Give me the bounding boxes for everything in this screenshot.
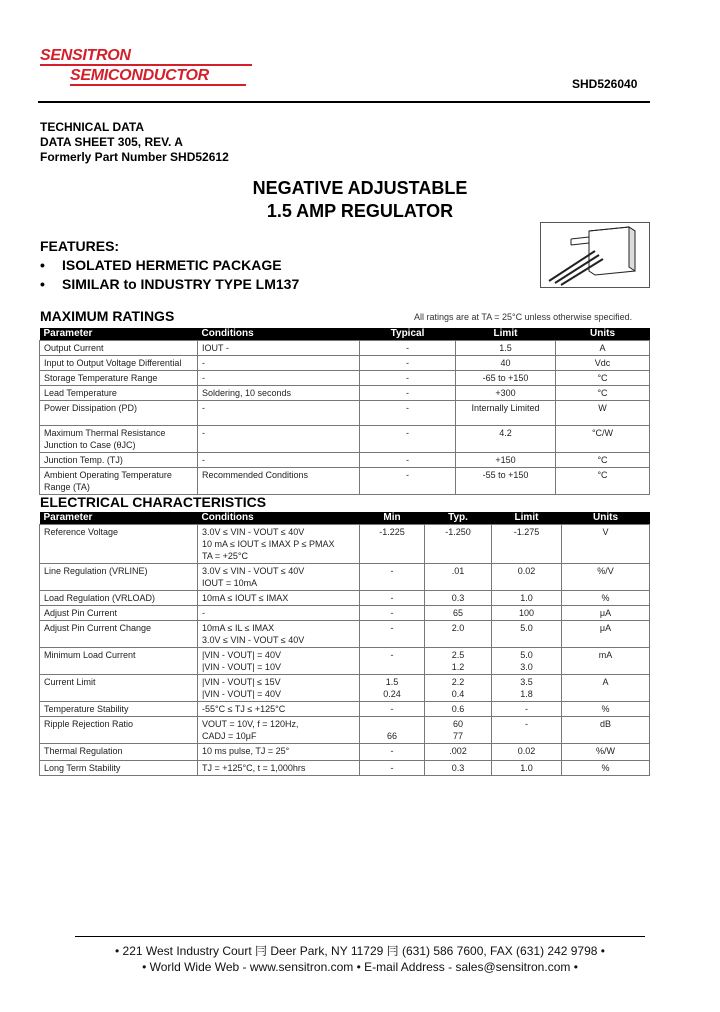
col-header: Typ.: [425, 512, 492, 525]
table-cell: 10mA ≤ IOUT ≤ IMAX: [198, 591, 360, 606]
table-cell: Output Current: [40, 341, 198, 356]
page-title-line2: 1.5 AMP REGULATOR: [266, 201, 454, 221]
table-cell: Thermal Regulation: [40, 744, 198, 761]
table-cell: -: [360, 648, 425, 675]
table-row: [40, 591, 650, 606]
table-cell: .01: [425, 564, 492, 591]
technical-data-block: [40, 120, 229, 165]
table-row: [40, 744, 650, 761]
page-title-line1: NEGATIVE ADJUSTABLE: [252, 178, 468, 198]
table-cell: 60 77: [425, 717, 492, 744]
table-cell: VOUT = 10V, f = 120Hz, CADJ = 10μF: [198, 717, 360, 744]
table-row: [40, 356, 650, 371]
table-cell: -: [360, 591, 425, 606]
col-header: Typical: [360, 328, 456, 341]
table-cell: %: [562, 702, 650, 717]
table-row: [40, 401, 650, 426]
bullet: •: [40, 257, 45, 273]
table-cell: +300: [456, 386, 556, 401]
table-cell: 0.02: [492, 564, 562, 591]
col-header: Conditions: [198, 512, 360, 525]
logo-underline: [40, 64, 252, 66]
table-cell: 100: [492, 606, 562, 621]
table-cell: %: [562, 761, 650, 776]
table-cell: IOUT -: [198, 341, 360, 356]
table-row: [40, 468, 650, 495]
table-cell: 2.5 1.2: [425, 648, 492, 675]
table-cell: -1.275: [492, 525, 562, 564]
bullet: •: [40, 276, 45, 292]
table-cell: °C: [556, 468, 650, 495]
table-cell: mA: [562, 648, 650, 675]
header-rule: [38, 101, 650, 103]
feature-item: [40, 276, 299, 292]
table-row: [40, 761, 650, 776]
table-cell: 1.5 0.24: [360, 675, 425, 702]
table-cell: Internally Limited: [456, 401, 556, 426]
table-cell: -: [492, 717, 562, 744]
table-cell: 5.0 3.0: [492, 648, 562, 675]
table-cell: Lead Temperature: [40, 386, 198, 401]
table-cell: W: [556, 401, 650, 426]
electrical-table: [39, 512, 650, 776]
footer-rule: [75, 936, 645, 937]
package-drawing: [540, 222, 650, 288]
table-cell: -: [360, 564, 425, 591]
table-cell: 40: [456, 356, 556, 371]
col-header: Parameter: [40, 512, 198, 525]
table-cell: -: [360, 356, 456, 371]
table-cell: Recommended Conditions: [198, 468, 360, 495]
technical-data-line: TECHNICAL DATA: [40, 120, 144, 134]
table-cell: 1.0: [492, 591, 562, 606]
table-cell: °C/W: [556, 426, 650, 453]
table-row: [40, 621, 650, 648]
table-cell: dB: [562, 717, 650, 744]
table-cell: Power Dissipation (PD): [40, 401, 198, 426]
package-icon: [541, 223, 649, 287]
table-cell: Minimum Load Current: [40, 648, 198, 675]
table-cell: °C: [556, 371, 650, 386]
table-cell: -65 to +150: [456, 371, 556, 386]
table-cell: Adjust Pin Current Change: [40, 621, 198, 648]
table-cell: Input to Output Voltage Differential: [40, 356, 198, 371]
table-cell: °C: [556, 453, 650, 468]
table-cell: Junction Temp. (TJ): [40, 453, 198, 468]
table-cell: -: [360, 761, 425, 776]
table-cell: Storage Temperature Range: [40, 371, 198, 386]
col-header: Parameter: [40, 328, 198, 341]
table-cell: V: [562, 525, 650, 564]
part-number: SHD526040: [572, 77, 638, 91]
table-cell: TJ = +125°C, t = 1,000hrs: [198, 761, 360, 776]
table-cell: Load Regulation (VRLOAD): [40, 591, 198, 606]
table-cell: -: [492, 702, 562, 717]
ratings-note: All ratings are at TA = 25°C unless otherwise specified.: [414, 312, 633, 322]
table-cell: 10 ms pulse, TJ = 25°: [198, 744, 360, 761]
table-cell: 0.02: [492, 744, 562, 761]
table-cell: 3.0V ≤ VIN - VOUT ≤ 40V 10 mA ≤ IOUT ≤ IMAX P ≤ PMAX TA = +25°C: [198, 525, 360, 564]
table-cell: -55 to +150: [456, 468, 556, 495]
table-cell: Long Term Stability: [40, 761, 198, 776]
table-cell: 0.6: [425, 702, 492, 717]
feature-text: SIMILAR to INDUSTRY TYPE LM137: [62, 276, 300, 292]
table-row: [40, 564, 650, 591]
table-cell: -: [198, 606, 360, 621]
table-cell: -: [198, 356, 360, 371]
table-cell: 5.0: [492, 621, 562, 648]
table-cell: %/V: [562, 564, 650, 591]
features-heading: FEATURES:: [40, 238, 120, 254]
table-cell: 65: [425, 606, 492, 621]
table-cell: -: [360, 621, 425, 648]
former-part-line: Formerly Part Number SHD52612: [40, 150, 229, 164]
table-row: [40, 341, 650, 356]
table-cell: -: [360, 606, 425, 621]
logo-sensitron: SENSITRON: [40, 47, 131, 64]
table-row: [40, 648, 650, 675]
table-cell: Temperature Stability: [40, 702, 198, 717]
table-cell: .002: [425, 744, 492, 761]
table-cell: 66: [360, 717, 425, 744]
table-cell: Line Regulation (VRLINE): [40, 564, 198, 591]
table-cell: %/W: [562, 744, 650, 761]
table-cell: °C: [556, 386, 650, 401]
col-header: Units: [556, 328, 650, 341]
table-cell: 2.2 0.4: [425, 675, 492, 702]
table-cell: -: [360, 426, 456, 453]
table-cell: 3.5 1.8: [492, 675, 562, 702]
table-cell: |VIN - VOUT| = 40V |VIN - VOUT| = 10V: [198, 648, 360, 675]
table-cell: -: [360, 371, 456, 386]
col-header: Limit: [456, 328, 556, 341]
table-row: [40, 386, 650, 401]
table-cell: -: [360, 341, 456, 356]
table-row: [40, 717, 650, 744]
table-row: [40, 606, 650, 621]
table-cell: -: [360, 468, 456, 495]
table-header-row: [40, 328, 650, 341]
table-cell: Current Limit: [40, 675, 198, 702]
table-cell: |VIN - VOUT| ≤ 15V |VIN - VOUT| = 40V: [198, 675, 360, 702]
table-cell: 4.2: [456, 426, 556, 453]
table-cell: Reference Voltage: [40, 525, 198, 564]
footer-address: • 221 West Industry Court 冃 Deer Park, NY 11729 冃 (631) 586 7600, FAX (631) 242 9798 •: [114, 944, 605, 958]
logo-underline-2: [70, 84, 246, 86]
electrical-heading: ELECTRICAL CHARACTERISTICS: [40, 494, 267, 510]
table-cell: -1.250: [425, 525, 492, 564]
table-cell: Ambient Operating Temperature Range (TA): [40, 468, 198, 495]
col-header: Units: [562, 512, 650, 525]
table-cell: 0.3: [425, 591, 492, 606]
table-cell: -: [360, 702, 425, 717]
table-cell: -: [360, 386, 456, 401]
table-cell: 0.3: [425, 761, 492, 776]
col-header: Conditions: [198, 328, 360, 341]
table-cell: Vdc: [556, 356, 650, 371]
table-row: [40, 453, 650, 468]
logo-semiconductor: SEMICONDUCTOR: [70, 67, 209, 84]
table-cell: 1.5: [456, 341, 556, 356]
col-header: Limit: [492, 512, 562, 525]
table-cell: 10mA ≤ IL ≤ IMAX 3.0V ≤ VIN - VOUT ≤ 40V: [198, 621, 360, 648]
table-cell: -55°C ≤ TJ ≤ +125°C: [198, 702, 360, 717]
table-cell: -: [198, 453, 360, 468]
table-cell: -1.225: [360, 525, 425, 564]
footer-web: • World Wide Web - www.sensitron.com • E-mail Address - sales@sensitron.com •: [142, 960, 578, 974]
table-cell: μA: [562, 606, 650, 621]
table-cell: -: [198, 426, 360, 453]
table-cell: Ripple Rejection Ratio: [40, 717, 198, 744]
table-row: [40, 525, 650, 564]
table-row: [40, 675, 650, 702]
table-header-row: [40, 512, 650, 525]
table-cell: -: [198, 371, 360, 386]
col-header: Min: [360, 512, 425, 525]
feature-text: ISOLATED HERMETIC PACKAGE: [62, 257, 282, 273]
feature-item: [40, 257, 282, 273]
table-cell: %: [562, 591, 650, 606]
table-row: [40, 426, 650, 453]
table-cell: -: [360, 744, 425, 761]
table-cell: μA: [562, 621, 650, 648]
table-cell: -: [360, 453, 456, 468]
table-cell: 3.0V ≤ VIN - VOUT ≤ 40V IOUT = 10mA: [198, 564, 360, 591]
table-cell: Adjust Pin Current: [40, 606, 198, 621]
table-cell: A: [562, 675, 650, 702]
table-row: [40, 371, 650, 386]
table-cell: +150: [456, 453, 556, 468]
table-cell: Soldering, 10 seconds: [198, 386, 360, 401]
table-cell: A: [556, 341, 650, 356]
table-cell: Maximum Thermal Resistance Junction to Case (θJC): [40, 426, 198, 453]
table-row: [40, 702, 650, 717]
table-cell: 1.0: [492, 761, 562, 776]
max-ratings-table: [39, 328, 650, 495]
table-cell: 2.0: [425, 621, 492, 648]
data-sheet-line: DATA SHEET 305, REV. A: [40, 135, 183, 149]
table-cell: -: [198, 401, 360, 426]
table-cell: -: [360, 401, 456, 426]
max-ratings-heading: MAXIMUM RATINGS: [40, 308, 175, 324]
